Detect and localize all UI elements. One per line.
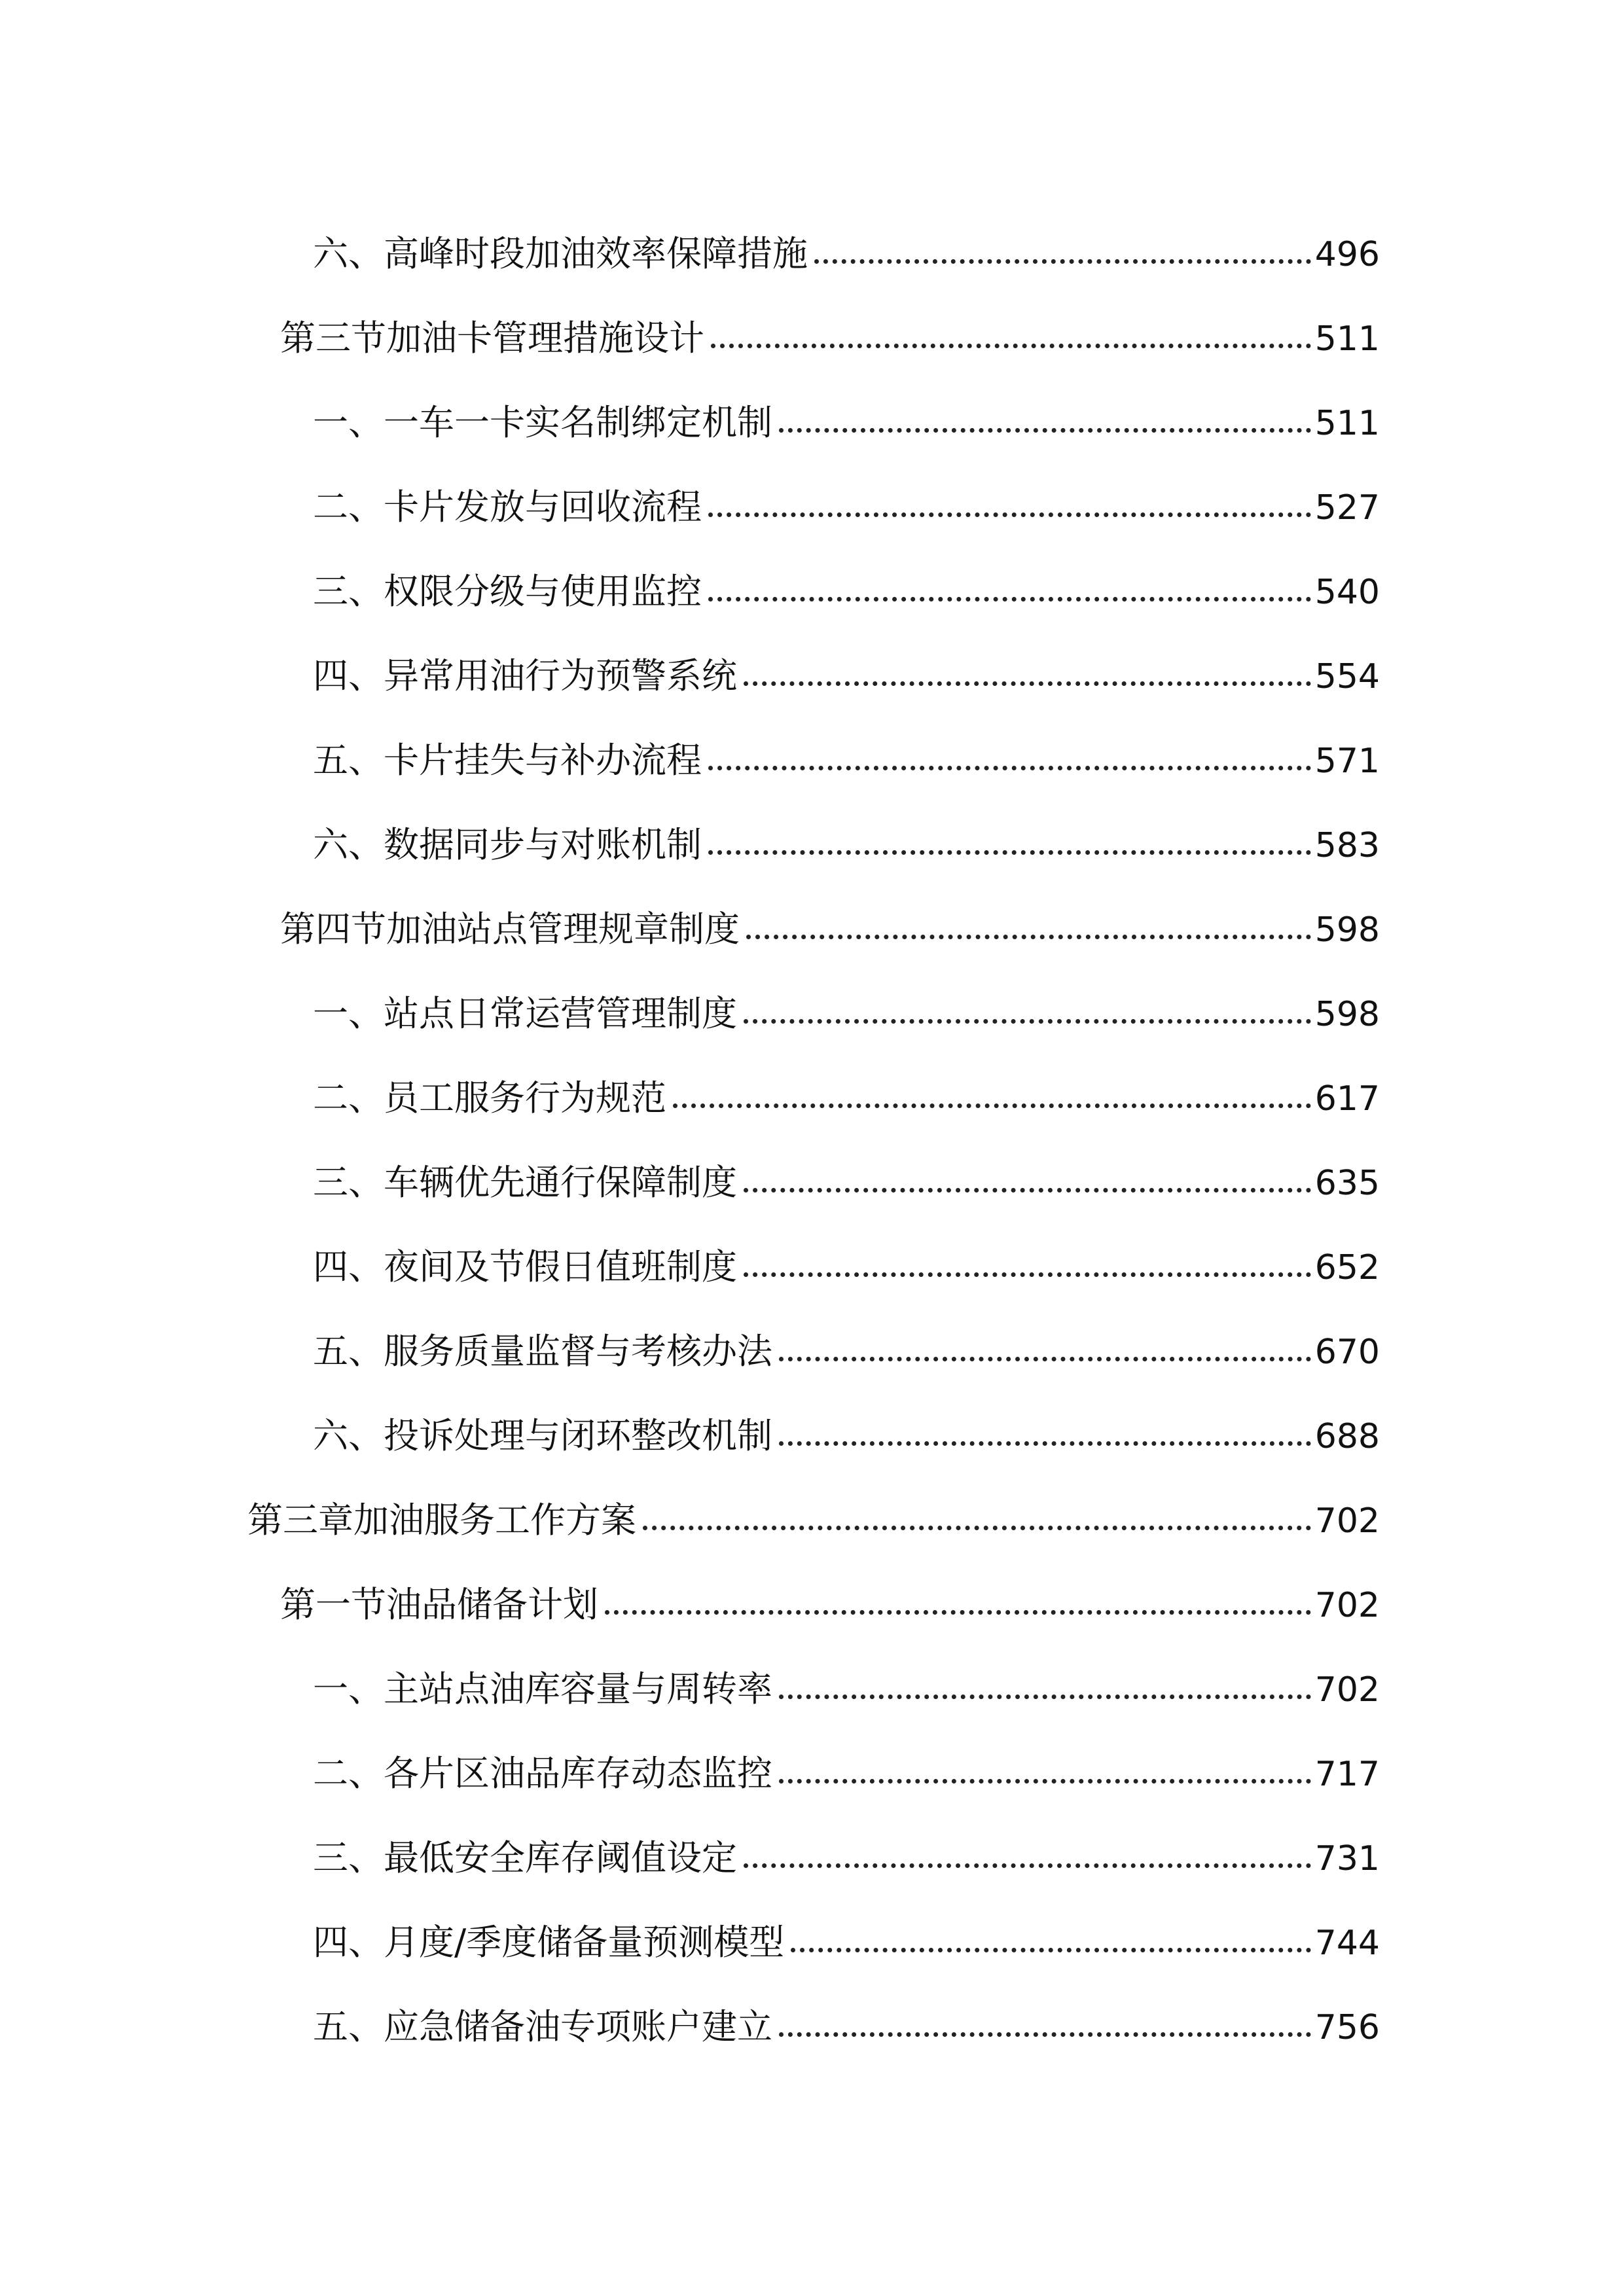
toc-entry-title: 六、数据同步与对账机制 — [313, 824, 702, 865]
toc-entry[interactable] — [280, 875, 1380, 950]
toc-dot-leader — [708, 850, 1311, 855]
toc-dot-leader — [746, 935, 1311, 939]
toc-dot-leader — [791, 1948, 1311, 1952]
toc-entry[interactable] — [313, 960, 1380, 1034]
toc-entry[interactable] — [313, 1382, 1380, 1454]
toc-entry-title: 六、高峰时段加油效率保障措施 — [313, 233, 808, 274]
toc-entry[interactable] — [313, 1297, 1380, 1372]
toc-dot-leader — [744, 1019, 1311, 1024]
toc-page-number: 756 — [1314, 2008, 1380, 2047]
toc-dot-leader — [779, 1695, 1311, 1699]
toc-dot-leader — [744, 1863, 1311, 1868]
toc-page-number: 617 — [1314, 1079, 1380, 1119]
toc-page-number: 554 — [1314, 657, 1380, 696]
toc-page-number: 635 — [1314, 1164, 1380, 1203]
toc-dot-leader — [708, 766, 1311, 770]
toc-dot-leader — [744, 681, 1311, 686]
toc-dot-leader — [814, 259, 1311, 264]
toc-entry[interactable] — [247, 1466, 1380, 1541]
toc-page-number: 540 — [1314, 573, 1380, 612]
toc-entry-title: 五、卡片挂失与补办流程 — [313, 740, 702, 781]
toc-page-number: 731 — [1314, 1839, 1380, 1878]
toc-page-number: 511 — [1314, 319, 1380, 359]
toc-entry[interactable] — [280, 1551, 1380, 1623]
toc-entry[interactable] — [313, 1635, 1380, 1710]
toc-page-number: 688 — [1314, 1417, 1380, 1456]
toc-entry[interactable] — [313, 1128, 1380, 1203]
toc-dot-leader — [708, 512, 1311, 517]
toc-page-number: 702 — [1314, 1586, 1380, 1625]
toc-page-number: 670 — [1314, 1333, 1380, 1372]
toc-page-number: 527 — [1314, 488, 1380, 528]
toc-page-number: 571 — [1314, 742, 1380, 781]
toc-entry[interactable] — [280, 284, 1380, 359]
toc-entry[interactable] — [313, 706, 1380, 781]
toc-entry-title: 四、月度/季度储备量预测模型 — [313, 1922, 785, 1963]
toc-entry-title: 四、夜间及节假日值班制度 — [313, 1246, 737, 1287]
toc-entry-title: 二、员工服务行为规范 — [313, 1077, 666, 1119]
toc-entry-title: 一、一车一卡实名制绑定机制 — [313, 402, 772, 443]
toc-dot-leader — [779, 428, 1311, 433]
toc-dot-leader — [643, 1526, 1311, 1530]
toc-entry[interactable] — [313, 1888, 1380, 1963]
toc-entry-title: 三、车辆优先通行保障制度 — [313, 1162, 737, 1203]
toc-entry[interactable] — [313, 622, 1380, 694]
toc-page-number: 702 — [1314, 1670, 1380, 1710]
toc-page-number: 744 — [1314, 1924, 1380, 1963]
toc-entry-title: 五、服务质量监督与考核办法 — [313, 1331, 772, 1372]
toc-entry-title: 五、应急储备油专项账户建立 — [313, 2006, 772, 2047]
toc-dot-leader — [779, 1357, 1311, 1361]
toc-dot-leader — [605, 1610, 1311, 1615]
toc-page-number: 511 — [1314, 404, 1380, 443]
toc-entry[interactable] — [313, 1044, 1380, 1119]
toc-entry-title: 第三章加油服务工作方案 — [247, 1499, 636, 1541]
toc-entry-title: 二、各片区油品库存动态监控 — [313, 1753, 772, 1794]
toc-dot-leader — [708, 597, 1311, 601]
toc-dot-leader — [711, 344, 1311, 348]
toc-entry[interactable] — [313, 791, 1380, 863]
toc-entry-title: 一、主站点油库容量与周转率 — [313, 1668, 772, 1710]
toc-page-number: 598 — [1314, 910, 1380, 950]
toc-entry[interactable] — [313, 537, 1380, 612]
toc-page-number: 583 — [1314, 826, 1380, 865]
toc-entry[interactable] — [313, 200, 1380, 272]
toc-entry-title: 四、异常用油行为预警系统 — [313, 655, 737, 696]
toc-entry-title: 六、投诉处理与闭环整改机制 — [313, 1415, 772, 1456]
toc-dot-leader — [744, 1188, 1311, 1193]
toc-entry-title: 三、权限分级与使用监控 — [313, 571, 702, 612]
toc-page-number: 702 — [1314, 1501, 1380, 1541]
toc-page-number: 496 — [1314, 235, 1380, 274]
toc-entry-title: 第三节加油卡管理措施设计 — [280, 317, 704, 359]
toc-entry-title: 三、最低安全库存阈值设定 — [313, 1837, 737, 1878]
toc-entry[interactable] — [313, 1719, 1380, 1794]
toc-entry[interactable] — [313, 1213, 1380, 1285]
toc-page-number: 652 — [1314, 1248, 1380, 1287]
toc-entry[interactable] — [313, 1804, 1380, 1876]
toc-dot-leader — [673, 1103, 1311, 1108]
toc-dot-leader — [744, 1272, 1311, 1277]
toc-dot-leader — [779, 2032, 1311, 2037]
toc-page-number: 717 — [1314, 1755, 1380, 1794]
toc-entry-title: 第四节加油站点管理规章制度 — [280, 908, 740, 950]
toc-entry-title: 二、卡片发放与回收流程 — [313, 486, 702, 528]
toc-entry[interactable] — [313, 1973, 1380, 2045]
toc-dot-leader — [779, 1779, 1311, 1784]
toc-entry-title: 第一节油品储备计划 — [280, 1584, 598, 1625]
toc-page-number: 598 — [1314, 995, 1380, 1034]
toc-entry[interactable] — [313, 368, 1380, 443]
toc-dot-leader — [779, 1441, 1311, 1446]
toc-entry[interactable] — [313, 453, 1380, 528]
toc-entry-title: 一、站点日常运营管理制度 — [313, 993, 737, 1034]
